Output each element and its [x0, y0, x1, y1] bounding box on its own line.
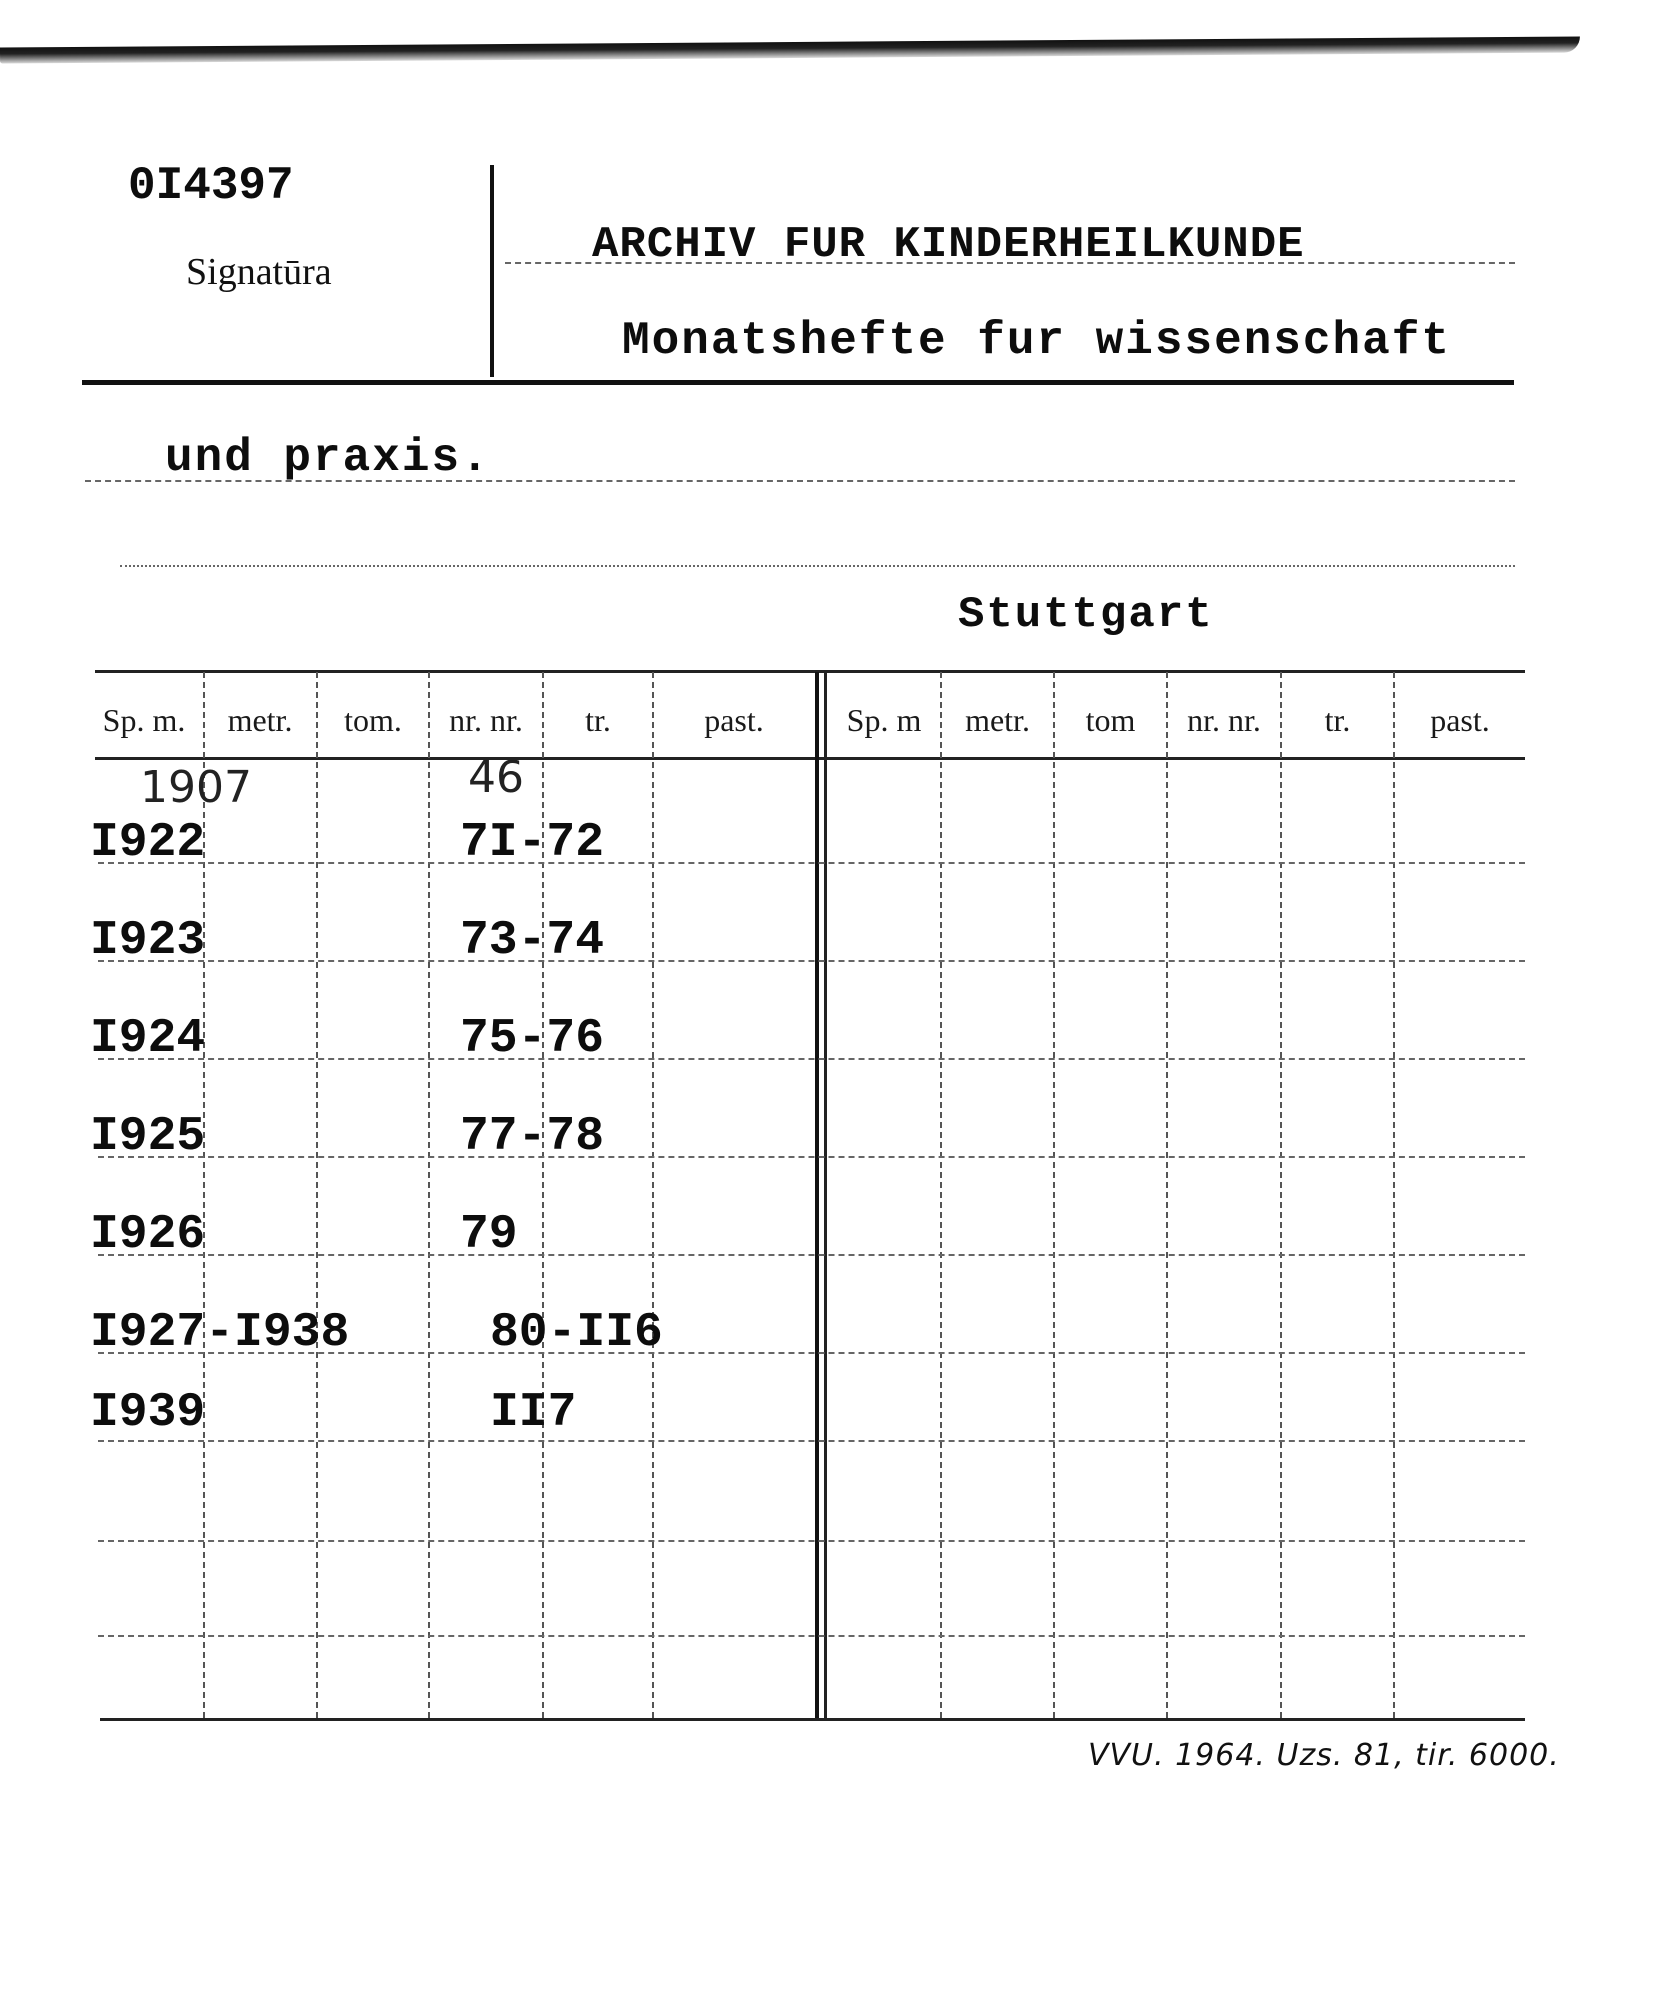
col-line	[1166, 672, 1168, 1718]
col-line	[428, 672, 430, 1718]
header-tr: tr.	[585, 701, 611, 738]
title-line-2: Monatshefte fur wissenschaft	[622, 315, 1451, 367]
row-rule	[98, 1635, 1525, 1637]
col-line	[652, 672, 654, 1718]
header-tr-right: tr.	[1324, 701, 1351, 738]
header-sp-m: Sp. m.	[102, 701, 186, 738]
row-numbers: 77-78	[460, 1110, 605, 1164]
row-year: I923	[90, 914, 206, 968]
header-nr-nr-right: nr. nr.	[1187, 701, 1261, 738]
col-line	[1393, 672, 1395, 1718]
row-year: I922	[90, 816, 206, 870]
row-rule	[98, 1254, 1525, 1256]
table-center-divider	[824, 672, 827, 1718]
row-year: I924	[90, 1012, 206, 1066]
signature-label: Signatūra	[186, 251, 332, 293]
row-year: I925	[90, 1110, 206, 1164]
col-line	[940, 672, 942, 1718]
row-numbers: 79	[460, 1208, 518, 1262]
row-numbers: 7I-72	[460, 816, 605, 870]
row-year: I939	[90, 1386, 206, 1440]
header-tom: tom.	[344, 701, 402, 738]
header-past-right: past.	[1430, 701, 1490, 738]
row-rule	[98, 960, 1525, 962]
table-top-rule	[95, 670, 1525, 673]
blank-rule	[120, 565, 1515, 567]
signature-divider	[490, 165, 494, 377]
row-numbers: 75-76	[460, 1012, 605, 1066]
header-tom-right: tom	[1085, 701, 1136, 738]
title-line-3: und praxis.	[165, 432, 491, 484]
row-rule	[98, 1440, 1525, 1442]
row-rule	[98, 1058, 1525, 1060]
header-rule	[82, 380, 1514, 385]
header-sp-m-right: Sp. m	[846, 701, 922, 738]
torn-top-edge	[0, 36, 1580, 63]
title-line-1: ARCHIV FUR KINDERHEILKUNDE	[592, 220, 1305, 270]
place-of-publication: Stuttgart	[958, 590, 1214, 640]
title-rule-3	[85, 480, 1515, 482]
header-nr-nr: nr. nr.	[449, 701, 523, 738]
row-numbers: 73-74	[460, 914, 605, 968]
row-rule	[98, 862, 1525, 864]
table-header-rule	[95, 757, 1525, 760]
row-year: 1907	[140, 762, 252, 813]
col-line	[1280, 672, 1282, 1718]
row-year: I927-I938	[90, 1306, 350, 1360]
col-line	[316, 672, 318, 1718]
signature-number: 0I4397	[128, 160, 294, 212]
print-note: VVU. 1964. Uzs. 81, tir. 6000.	[1088, 1738, 1560, 1773]
title-rule-1	[505, 262, 1515, 264]
row-numbers: II7	[490, 1386, 577, 1440]
col-line	[1053, 672, 1055, 1718]
table-bottom-rule	[100, 1718, 1525, 1721]
row-year: I926	[90, 1208, 206, 1262]
row-numbers: 46	[468, 752, 524, 803]
header-metr: metr.	[227, 701, 293, 738]
row-rule	[98, 1540, 1525, 1542]
table-center-divider	[815, 672, 819, 1718]
row-numbers: 80-II6	[490, 1306, 663, 1360]
header-metr-right: metr.	[965, 701, 1030, 738]
header-past: past.	[704, 701, 764, 738]
row-rule	[98, 1156, 1525, 1158]
